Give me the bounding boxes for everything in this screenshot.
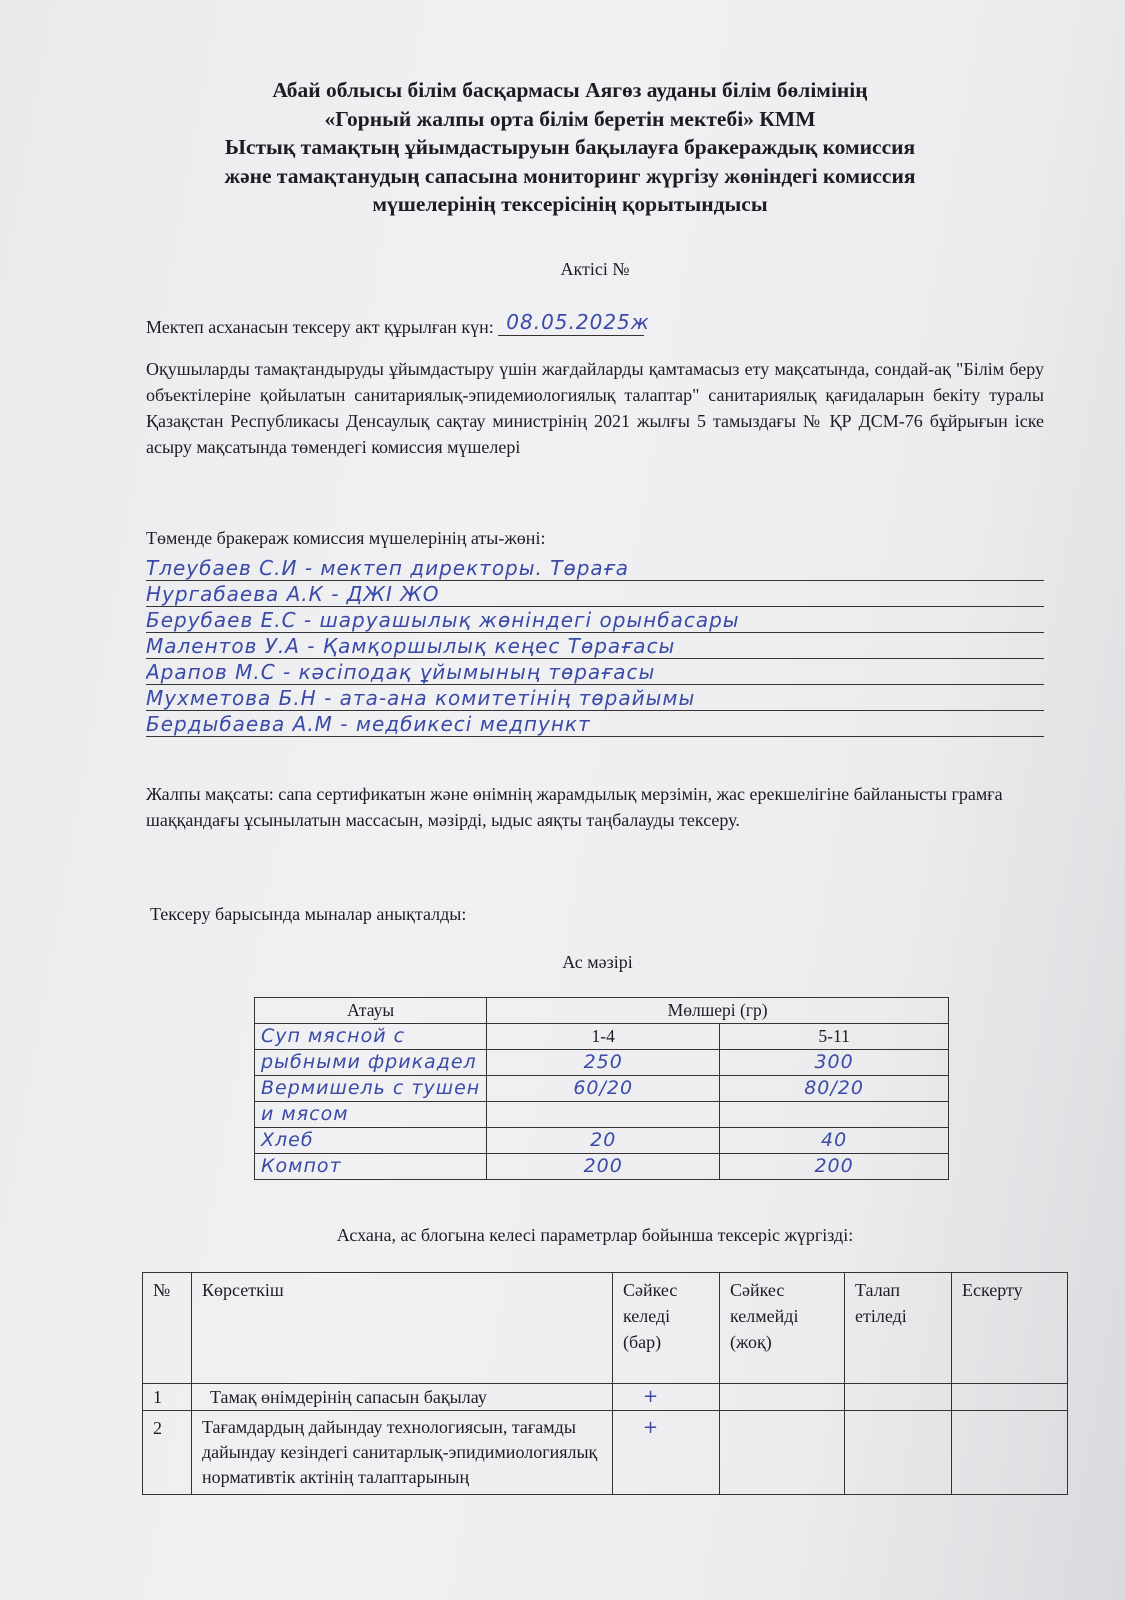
not-ok-header: Сәйкес келмейді (жоқ) — [720, 1273, 845, 1384]
amount-1-4: 60/20 — [487, 1076, 720, 1102]
amount-1-4 — [487, 1102, 720, 1128]
table-row — [143, 1384, 1068, 1411]
row-required — [845, 1411, 952, 1495]
table-row — [255, 1024, 949, 1050]
goal-paragraph: Жалпы мақсаты: сапа сертификатын және өнімнің жарамдылық мерзімін, жас ерекшелігіне байланысты грамға шаққандағы ұсынылатын массасын, мәзірді, ыдыс аяқты таңбалауды тексеру. — [146, 784, 1003, 830]
findings-label: Тексеру барысында мыналар анықталды: — [150, 904, 467, 924]
dish-name: Компот — [255, 1154, 487, 1180]
title-line: Абай облысы білім басқармасы Аягөз ауданы білім бөлімінің — [272, 78, 868, 102]
row-indicator: Тамақ өнімдерінің сапасын бақылау — [192, 1384, 613, 1411]
table-row — [255, 1154, 949, 1180]
table-row — [255, 1050, 949, 1076]
col-name-header: Атауы — [255, 998, 487, 1024]
row-note — [952, 1411, 1068, 1495]
amount-1-4: 20 — [487, 1128, 720, 1154]
member-line: Тлеубаев С.И - мектеп директоры. Төраға — [146, 556, 1044, 581]
ok-header: Сәйкес келеді (бар) — [613, 1273, 720, 1384]
date-row — [146, 310, 650, 340]
age-col-1-4: 1-4 — [487, 1024, 720, 1050]
age-col-5-11: 5-11 — [720, 1024, 949, 1050]
title-line: «Горный жалпы орта білім беретін мектебі» КММ — [324, 106, 816, 131]
row-note — [952, 1384, 1068, 1411]
member-line: Малентов У.А - Қамқоршылық кеңес Төрағасы — [146, 634, 1044, 659]
intro-paragraph: Оқушыларды тамақтандыруды ұйымдастыру үшін жағдайларды қамтамасыз ету мақсатында, сондай-ақ "Білім беру объектілеріне қойылатын санитариялық-эпидемиологиялық талаптар" санитариялық қағидаларын бекіту туралы Қазақстан Республикасы Денсаулық сақтау министрінің 2021 жылғы 5 тамыздағы № ҚР ДСМ-76 бұйрығын іске асыру мақсатында төмендегі комиссия мүшелері — [146, 359, 1044, 457]
inspection-caption: Асхана, ас блогына келесі параметрлар бойынша тексеріс жүргізді: — [336, 1225, 854, 1245]
dish-name: Хлеб — [255, 1128, 487, 1154]
date-value: 08.05.2025ж — [498, 309, 644, 336]
row-ok-mark: + — [613, 1411, 720, 1495]
row-not-ok — [720, 1411, 845, 1495]
amount-5-11 — [720, 1102, 949, 1128]
date-label: Мектеп асханасын тексеру акт құрылған күн: — [146, 317, 494, 337]
inspection-table — [142, 1272, 1068, 1495]
member-line: Бердыбаева А.М - медбикесі медпункт — [146, 712, 1044, 737]
row-not-ok — [720, 1384, 845, 1411]
amount-5-11: 80/20 — [720, 1076, 949, 1102]
amount-1-4: 250 — [487, 1050, 720, 1076]
table-row — [255, 1076, 949, 1102]
title-line: және тамақтанудың сапасына мониторинг жүргізу жөніндегі комиссия — [224, 163, 916, 188]
document-title — [110, 76, 1030, 219]
dish-name: и мясом — [255, 1102, 487, 1128]
row-required — [845, 1384, 952, 1411]
indicator-header: Көрсеткіш — [192, 1273, 613, 1384]
row-number: 1 — [143, 1384, 192, 1411]
amount-5-11: 200 — [720, 1154, 949, 1180]
dish-name: рыбными фрикадел — [255, 1050, 487, 1076]
member-line: Мухметова Б.Н - ата-ана комитетінің төрайымы — [146, 686, 1044, 711]
amount-5-11: 300 — [720, 1050, 949, 1076]
title-line: Ыстық тамақтың ұйымдастыруын бақылауға бракераждық комиссия — [224, 135, 916, 159]
dish-name: Суп мясной с — [255, 1024, 487, 1050]
member-line: Арапов М.С - кәсіподақ ұйымының төрағасы — [146, 660, 1044, 685]
col-amount-header: Мөлшері (гр) — [487, 998, 949, 1024]
menu-caption: Ас мәзірі — [562, 952, 633, 972]
inspection-header-row — [143, 1273, 1068, 1384]
member-line: Нургабаева А.К - ДЖІ ЖО — [146, 582, 1044, 607]
table-row — [255, 1128, 949, 1154]
member-line: Берубаев Е.С - шаруашылық жөніндегі орынбасары — [146, 608, 1044, 633]
note-header: Ескерту — [952, 1273, 1068, 1384]
table-row — [143, 1411, 1068, 1495]
act-number: Актісі № — [560, 259, 630, 279]
members-label: Төменде бракераж комиссия мүшелерінің аты-жөні: — [146, 528, 546, 548]
amount-1-4: 200 — [487, 1154, 720, 1180]
dish-name: Вермишель с тушен — [255, 1076, 487, 1102]
row-number: 2 — [143, 1411, 192, 1495]
table-row — [255, 1102, 949, 1128]
title-line: мүшелерінің тексерісінің қорытындысы — [372, 192, 768, 216]
amount-5-11: 40 — [720, 1128, 949, 1154]
row-ok-mark: + — [613, 1384, 720, 1411]
menu-table — [254, 997, 949, 1180]
required-header: Талап етіледі — [845, 1273, 952, 1384]
num-header: № — [143, 1273, 192, 1384]
menu-header-row — [255, 998, 949, 1024]
row-indicator: Тағамдардың дайындау технологиясын, тағамды дайындау кезіндегі санитарлық-эпидимиологиялық нормативтік актінің талаптарының — [192, 1411, 613, 1495]
